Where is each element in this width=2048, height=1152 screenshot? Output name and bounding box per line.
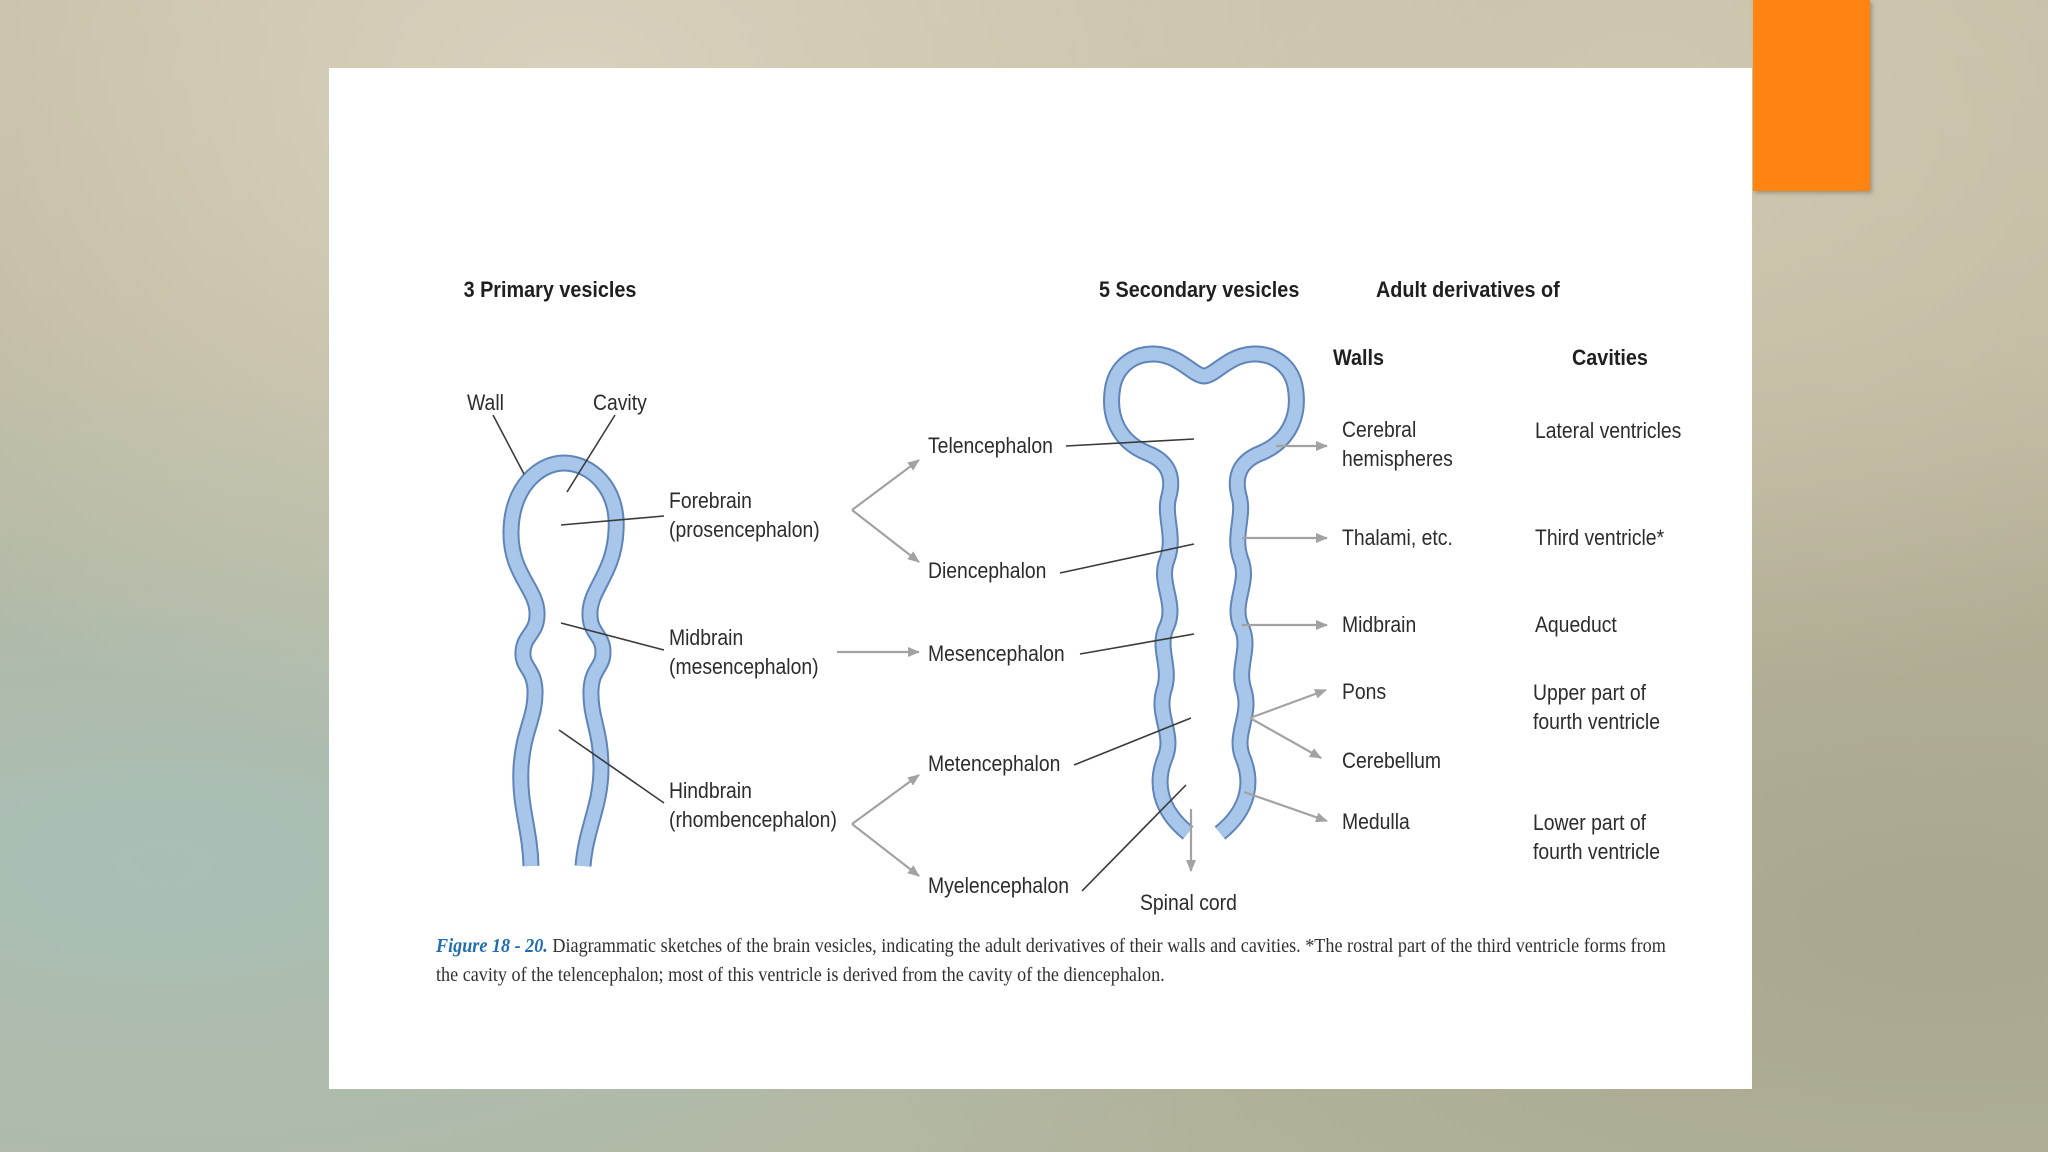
myelencephalon-to-medulla-arrow (1244, 792, 1327, 821)
cavity-label: Cavity (593, 390, 647, 415)
mesencephalon-leader-line (1080, 634, 1194, 654)
cavities-header: Cavities (1572, 345, 1648, 370)
mesencephalon-label: Mesencephalon (928, 641, 1065, 666)
primary-vesicles-header: 3 Primary vesicles (463, 277, 637, 302)
spinal-cord-label: Spinal cord (1140, 890, 1237, 915)
midbrain-wall-label: Midbrain (1342, 612, 1417, 637)
lower-fourth-ventricle-line2: fourth ventricle (1533, 839, 1660, 864)
cerebral-label: Cerebral (1342, 417, 1417, 442)
medulla-label: Medulla (1342, 809, 1410, 834)
derivation-arrows (837, 446, 1327, 876)
forebrain-to-telencephalon-arrow (852, 460, 919, 510)
slide-panel (329, 68, 1752, 1089)
aqueduct-label: Aqueduct (1535, 612, 1617, 637)
lateral-ventricles-label: Lateral ventricles (1535, 418, 1682, 443)
forebrain-to-diencephalon-arrow (852, 510, 919, 562)
hindbrain-label: Hindbrain (669, 778, 752, 803)
wall-label: Wall (467, 390, 504, 415)
midbrain-leader-line (561, 623, 664, 650)
forebrain-label: Forebrain (669, 488, 752, 513)
hindbrain-to-metencephalon-arrow (852, 775, 919, 824)
myelencephalon-label: Myelencephalon (928, 873, 1070, 898)
metencephalon-label: Metencephalon (928, 751, 1061, 776)
hemispheres-label: hemispheres (1342, 446, 1453, 471)
figure-caption (436, 932, 1668, 990)
diencephalon-label: Diencephalon (928, 558, 1047, 583)
hindbrain-to-myelencephalon-arrow (852, 824, 919, 876)
upper-fourth-ventricle-line2: fourth ventricle (1533, 709, 1660, 734)
mesencephalon-primary-label: (mesencephalon) (669, 654, 819, 679)
pons-label: Pons (1342, 679, 1387, 704)
caption-text: Diagrammatic sketches of the brain vesicles, indicating the adult derivatives of their walls and cavities. *The rostral part of the third ventricle forms from the cavity of the telencephalon; most of this ventricle is derived from the cavity of the diencephalon. (436, 936, 1666, 986)
telencephalon-label: Telencephalon (928, 433, 1053, 458)
figure-number: Figure 18 - 20. (436, 936, 548, 957)
secondary-vesicles-header: 5 Secondary vesicles (1099, 277, 1300, 302)
primary-vesicle-tube (511, 463, 616, 866)
prosencephalon-label: (prosencephalon) (669, 517, 820, 542)
third-ventricle-label: Third ventricle* (1535, 525, 1665, 550)
walls-header: Walls (1333, 345, 1384, 370)
rhombencephalon-label: (rhombencephalon) (669, 807, 837, 832)
cerebellum-label: Cerebellum (1342, 748, 1441, 773)
metencephalon-to-cerebellum-arrow (1250, 718, 1321, 758)
thalami-label: Thalami, etc. (1342, 525, 1453, 550)
wall-leader-line (493, 415, 524, 474)
midbrain-primary-label: Midbrain (669, 625, 744, 650)
upper-fourth-ventricle-line1: Upper part of (1533, 680, 1646, 705)
myelencephalon-leader-line (1082, 785, 1186, 891)
secondary-vesicle-tube (1112, 354, 1297, 833)
adult-derivatives-header: Adult derivatives of (1376, 277, 1560, 302)
lower-fourth-ventricle-line1: Lower part of (1533, 810, 1646, 835)
metencephalon-to-pons-arrow (1250, 690, 1326, 718)
orange-accent-tab (1753, 0, 1870, 191)
hindbrain-leader-line (559, 730, 664, 803)
